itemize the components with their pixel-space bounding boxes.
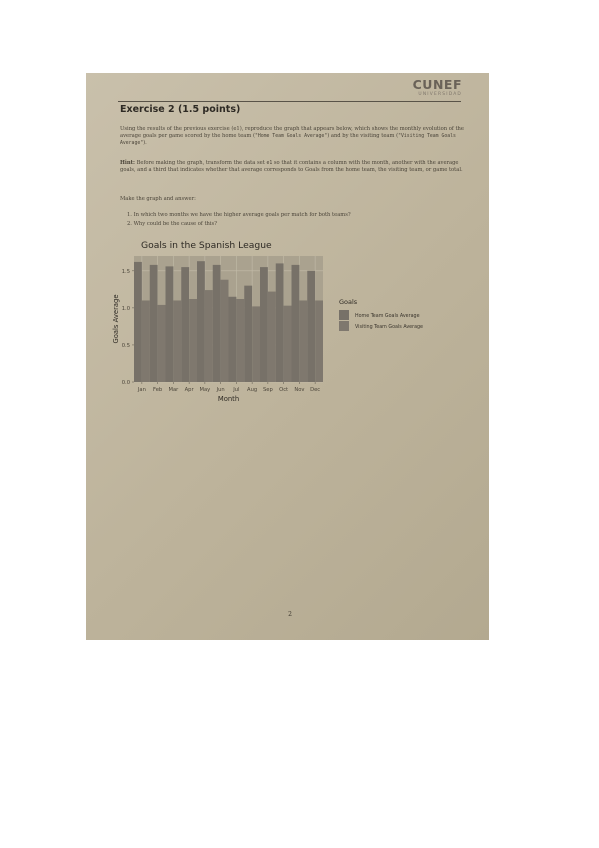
x-tick-label: Sep (262, 387, 273, 393)
bar-visiting (158, 305, 166, 382)
bar-home (260, 267, 268, 382)
legend-label-visiting: Visiting Team Goals Average (355, 325, 424, 330)
bar-visiting (189, 299, 197, 382)
x-tick-label: Mar (168, 387, 179, 393)
bar-visiting (236, 299, 244, 382)
bar-visiting (205, 290, 213, 382)
bar-visiting (284, 306, 292, 382)
bar-visiting (221, 280, 229, 382)
page-number: 2 (288, 611, 292, 618)
bar-home (197, 261, 205, 382)
bar-home (213, 265, 221, 382)
bar-home (134, 262, 142, 382)
hint-label: Hint: (120, 160, 135, 166)
hint-text-2: so that it contains a column with the month, another with the average goals, and a third that indicates whether that average corresponds to Goals from the home team, the visiting team, or game total. (120, 160, 463, 174)
x-tick-label: Aug (247, 387, 258, 393)
y-tick-label: 0.5 (121, 342, 130, 349)
bar-home (307, 271, 315, 382)
y-tick-label: 1.5 (121, 268, 130, 275)
question-1: 1. In which two months we have the higher average goals per match for both teams? (127, 212, 351, 218)
intro-text-2: ) and by the visiting team ( (327, 133, 399, 140)
hint-code: e1 (266, 161, 273, 166)
x-tick-label: Feb (153, 387, 163, 393)
legend-swatch-home (339, 310, 349, 320)
exercise-instruction: Make the graph and answer: (120, 196, 196, 202)
bar-visiting (268, 292, 276, 382)
hint-text-1: Before making the graph, transform the data set (134, 160, 267, 166)
question-2: 2. Why could be the cause of this? (127, 221, 217, 227)
legend-title: Goals (339, 298, 358, 306)
bar-home (166, 266, 174, 382)
bar-home (150, 265, 158, 382)
bar-visiting (299, 300, 307, 382)
logo-subtitle: UNIVERSIDAD (418, 92, 462, 97)
logo-name: CUNEF (412, 77, 462, 92)
exercise-title: Exercise 2 (1.5 points) (120, 104, 241, 115)
intro-code-visiting: "Visiting Team Goals Average" (120, 134, 456, 147)
bar-home (276, 263, 284, 382)
bar-home (244, 286, 252, 382)
x-tick-label: Dec (310, 387, 321, 393)
x-tick-label: Oct (279, 387, 289, 393)
bar-visiting (173, 300, 181, 382)
bar-home (229, 297, 237, 382)
bar-visiting (252, 306, 260, 382)
legend-swatch-visiting (339, 321, 349, 331)
x-tick-label: Jan (137, 387, 146, 393)
bar-visiting (315, 300, 323, 382)
x-tick-label: Apr (184, 387, 194, 393)
y-tick-label: 0.0 (121, 380, 130, 386)
intro-code-home: "Home Team Goals Average" (254, 134, 328, 140)
bar-home (181, 267, 189, 382)
legend-label-home: Home Team Goals Average (355, 314, 420, 319)
x-tick-label: Jul (233, 387, 240, 393)
x-tick-label: Jun (216, 387, 225, 393)
y-tick-label: 1.0 (121, 305, 130, 312)
intro-text-1: Using the results of the previous exercise (e1), reproduce the graph that appears below, which shows the monthly evolution of the average goals per game scored by the home team ( (120, 126, 464, 140)
bar-home (292, 265, 300, 382)
x-tick-label: Nov (294, 387, 305, 393)
intro-text-3: ). (143, 140, 147, 147)
bar-visiting (142, 300, 150, 382)
y-axis-title: Goals Average (112, 294, 120, 344)
chart-title: Goals in the Spanish League (141, 240, 272, 251)
x-axis-title: Month (217, 395, 240, 403)
x-tick-label: May (199, 387, 211, 393)
